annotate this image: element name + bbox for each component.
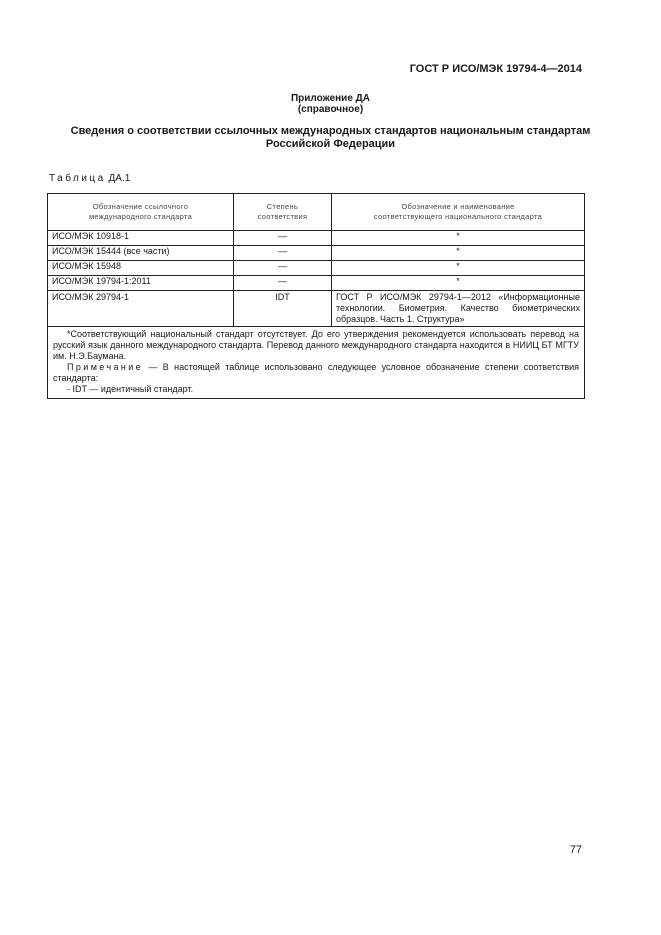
table-footer-row <box>48 327 585 399</box>
column-header-degree-line1: Степень <box>266 202 299 211</box>
cell-national: * <box>332 276 585 291</box>
table-caption <box>49 173 130 184</box>
document-code: ГОСТ Р ИСО/МЭК 19794-4—2014 <box>409 63 582 75</box>
correspondence-table <box>47 193 585 399</box>
column-header-degree-line2: соответствия <box>257 212 308 221</box>
cell-reference: ИСО/МЭК 10918-1 <box>48 231 234 246</box>
section-heading-line1: Сведения о соответствии ссылочных международных стандартов национальным стандартам <box>70 125 591 137</box>
column-header-national <box>332 194 585 231</box>
table-row <box>48 291 585 327</box>
column-header-degree <box>234 194 332 231</box>
column-header-national-line2: соответствующего национального стандарта <box>373 212 543 221</box>
table-row <box>48 276 585 291</box>
section-heading-line2: Российской Федерации <box>265 138 396 150</box>
column-header-reference <box>48 194 234 231</box>
table-row <box>48 261 585 276</box>
section-heading <box>60 125 601 151</box>
cell-national: * <box>332 231 585 246</box>
column-header-reference-line1: Обозначение ссылочного <box>92 202 189 211</box>
column-header-reference-line2: международного стандарта <box>88 212 193 221</box>
appendix-title: Приложение ДА <box>290 93 371 104</box>
cell-national: * <box>332 261 585 276</box>
cell-national: ГОСТ Р ИСО/МЭК 29794-1—2012 «Информационные технологии. Биометрия. Качество биометрических образцов. Часть 1. Структура» <box>332 291 585 327</box>
table-header-row <box>48 194 585 231</box>
note-text: — В настоящей таблице использовано следующее условное обозначение степени соответствия стандарта: <box>53 362 579 383</box>
cell-degree: — <box>234 246 332 261</box>
cell-reference: ИСО/МЭК 19794-1:2011 <box>48 276 234 291</box>
note-legend: - IDT — идентичный стандарт. <box>67 384 194 394</box>
note-label: Примечание <box>67 362 144 372</box>
table-caption-word: Таблица <box>49 173 106 184</box>
table-row <box>48 246 585 261</box>
table-caption-id: ДА.1 <box>108 173 131 184</box>
page-number: 77 <box>569 844 582 856</box>
appendix-subtitle: (справочное) <box>297 104 364 115</box>
table-row <box>48 231 585 246</box>
cell-degree: — <box>234 231 332 246</box>
cell-degree: IDT <box>234 291 332 327</box>
cell-reference: ИСО/МЭК 15948 <box>48 261 234 276</box>
cell-reference: ИСО/МЭК 29794-1 <box>48 291 234 327</box>
table-footer <box>48 327 585 399</box>
appendix-heading <box>0 93 661 115</box>
cell-degree: — <box>234 276 332 291</box>
note <box>53 362 579 384</box>
column-header-national-line1: Обозначение и наименование <box>401 202 515 211</box>
cell-national: * <box>332 246 585 261</box>
cell-degree: — <box>234 261 332 276</box>
cell-reference: ИСО/МЭК 15444 (все части) <box>48 246 234 261</box>
footnote: *Соответствующий национальный стандарт отсутствует. До его утверждения рекомендуется использовать перевод на русский язык данного международного стандарта. Перевод данного международного стандарта находится в НИИЦ БТ МГТУ им. Н.Э.Баумана. <box>53 329 579 361</box>
